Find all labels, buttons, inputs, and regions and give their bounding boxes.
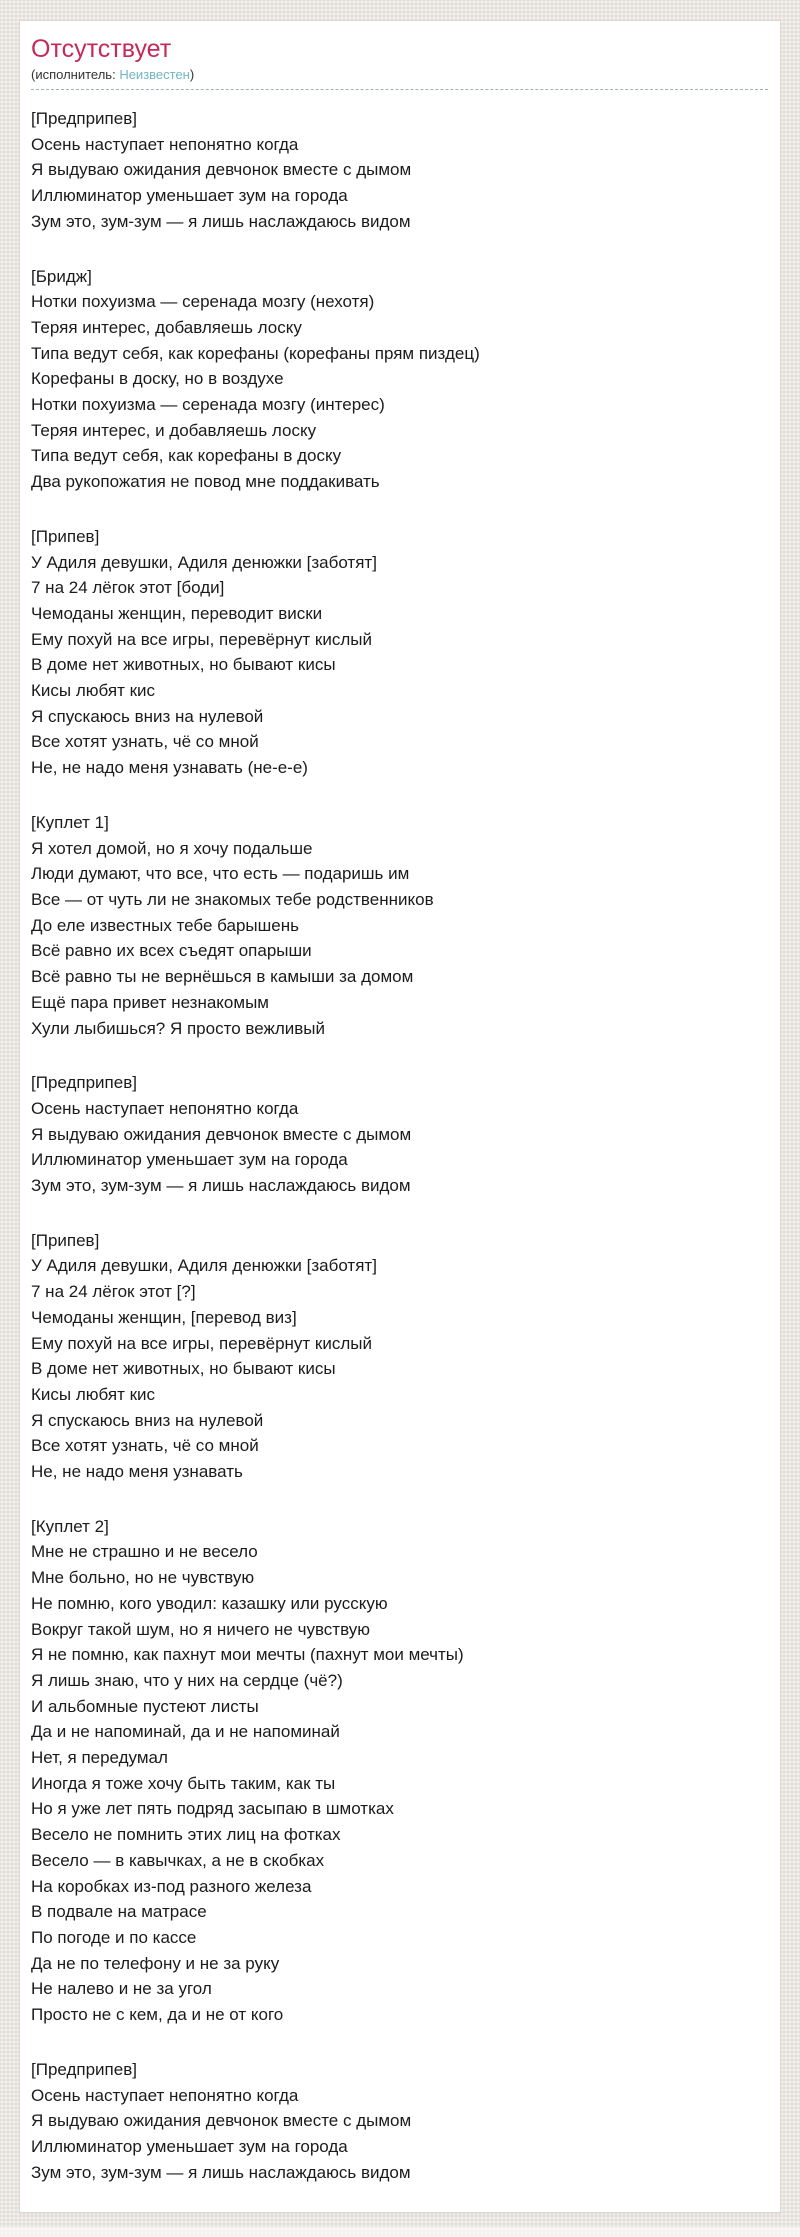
lyrics-line: Я не помню, как пахнут мои мечты (пахнут мои мечты) — [31, 1645, 464, 1665]
lyrics-line: У Адиля девушки, Адиля денюжки [заботят] — [31, 1256, 377, 1276]
lyrics-line: Все хотят узнать, чё со мной — [31, 732, 259, 752]
lyrics-line: Типа ведут себя, как корефаны в доску — [31, 446, 342, 466]
lyrics-line: Иногда я тоже хочу быть таким, как ты — [31, 1773, 336, 1793]
lyrics-line: Весело не помнить этих лиц на фотках — [31, 1825, 341, 1845]
lyrics-line: Да и не напоминай, да и не напоминай — [31, 1722, 340, 1742]
lyrics-line: Ещё пара привет незнакомым — [31, 992, 269, 1012]
lyrics-line: До еле известных тебе барышень — [31, 915, 299, 935]
lyrics — [31, 106, 780, 2185]
lyrics-line: Да не по телефону и не за руку — [31, 1953, 280, 1973]
lyrics-line: Все — от чуть ли не знакомых тебе родственников — [31, 889, 434, 909]
lyrics-line: Нотки похуизма — серенада мозгу (нехотя) — [31, 292, 375, 312]
stanza — [31, 1070, 780, 1199]
lyrics-line: Всё равно их всех съедят опарыши — [31, 941, 312, 961]
stanza — [31, 1514, 780, 2028]
stanza — [31, 2057, 780, 2186]
lyrics-line: Осень наступает непонятно когда — [31, 134, 299, 154]
artist-link[interactable]: Неизвестен — [119, 67, 190, 82]
lyrics-line: Иллюминатор уменьшает зум на города — [31, 186, 348, 206]
lyrics-line: Осень наступает непонятно когда — [31, 1098, 299, 1118]
lyrics-line: Я выдуваю ожидания девчонок вместе с дымом — [31, 160, 412, 180]
lyrics-line: Я выдуваю ожидания девчонок вместе с дымом — [31, 1124, 412, 1144]
lyrics-line: Иллюминатор уменьшает зум на города — [31, 1150, 348, 1170]
lyrics-line: В доме нет животных, но бывают кисы — [31, 655, 336, 675]
lyrics-line: Не помню, кого уводил: казашку или русскую — [31, 1593, 388, 1613]
lyrics-line: Зум это, зум-зум — я лишь наслаждаюсь видом — [31, 1176, 411, 1196]
lyrics-line: Все хотят узнать, чё со мной — [31, 1436, 259, 1456]
lyrics-line: Не, не надо меня узнавать (не-е-е) — [31, 758, 308, 778]
lyrics-line: Ему похуй на все игры, перевёрнут кислый — [31, 629, 373, 649]
lyrics-line: Всё равно ты не вернёшься в камыши за домом — [31, 967, 414, 987]
lyrics-line: Просто не с кем, да и не от кого — [31, 2005, 284, 2025]
lyrics-line: И альбомные пустеют листы — [31, 1696, 259, 1716]
header-divider — [31, 89, 768, 90]
lyrics-line: Осень наступает непонятно когда — [31, 2085, 299, 2105]
lyrics-line: Теряя интерес, и добавляешь лоску — [31, 420, 317, 440]
lyrics-line: 7 на 24 лёгок этот [?] — [31, 1282, 196, 1302]
artist-suffix-label: ) — [189, 67, 195, 82]
lyrics-line: Я хотел домой, но я хочу подальше — [31, 838, 313, 858]
artist-prefix-label: (исполнитель: — [31, 67, 116, 82]
stanza — [31, 810, 780, 1041]
lyrics-line: Не налево и не за угол — [31, 1979, 212, 1999]
lyrics-line: Не, не надо меня узнавать — [31, 1462, 243, 1482]
stanza-label: [Предприпев] — [31, 109, 137, 128]
lyrics-line: Кисы любят кис — [31, 1384, 156, 1404]
lyrics-line: Теряя интерес, добавляешь лоску — [31, 317, 302, 337]
lyrics-line: Я выдуваю ожидания девчонок вместе с дымом — [31, 2111, 412, 2131]
stanza-label: [Бридж] — [31, 266, 92, 286]
stanza-label: [Куплет 1] — [31, 812, 109, 832]
lyrics-line: Зум это, зум-зум — я лишь наслаждаюсь видом — [31, 211, 411, 231]
lyrics-line: Люди думают, что все, что есть — подаришь им — [31, 864, 410, 884]
lyrics-line: 7 на 24 лёгок этот [боди] — [31, 578, 225, 598]
lyrics-line: Корефаны в доску, но в воздухе — [31, 369, 284, 389]
stanza — [31, 1228, 780, 1485]
page-title: Отсутствует — [31, 35, 172, 63]
lyrics-line: Типа ведут себя, как корефаны (корефаны прям пиздец) — [31, 343, 480, 363]
stanza-label: [Куплет 2] — [31, 1516, 109, 1536]
lyrics-line: В доме нет животных, но бывают кисы — [31, 1359, 336, 1379]
lyrics-line: Ему похуй на все игры, перевёрнут кислый — [31, 1333, 373, 1353]
lyrics-line: Мне не страшно и не весело — [31, 1542, 258, 1562]
stanza — [31, 106, 780, 235]
lyrics-line: На коробках из-под разного железа — [31, 1876, 312, 1896]
lyrics-line: По погоде и по кассе — [31, 1928, 197, 1947]
lyrics-line: Чемоданы женщин, переводит виски — [31, 603, 323, 623]
stanza — [31, 524, 780, 781]
stanza-label: [Припев] — [31, 526, 100, 546]
lyrics-line: Весело — в кавычках, а не в скобках — [31, 1850, 325, 1870]
stanza-label: [Припев] — [31, 1230, 100, 1250]
lyrics-line: Вокруг такой шум, но я ничего не чувствую — [31, 1619, 371, 1639]
stanza-label: [Предприпев] — [31, 2059, 137, 2079]
lyrics-line: Нет, я передумал — [31, 1748, 168, 1768]
lyrics-line: В подвале на матрасе — [31, 1902, 207, 1922]
lyrics-line: Нотки похуизма — серенада мозгу (интерес) — [31, 395, 385, 415]
footer-strip — [0, 2226, 800, 2237]
stanza — [31, 264, 780, 495]
lyrics-card — [19, 20, 781, 2213]
lyrics-line: Хули лыбишься? Я просто вежливый — [31, 1018, 326, 1038]
lyrics-line: Я спускаюсь вниз на нулевой — [31, 1410, 264, 1430]
lyrics-line: У Адиля девушки, Адиля денюжки [заботят] — [31, 552, 377, 572]
lyrics-line: Иллюминатор уменьшает зум на города — [31, 2136, 348, 2156]
lyrics-line: Зум это, зум-зум — я лишь наслаждаюсь видом — [31, 2162, 411, 2182]
lyrics-line: Два рукопожатия не повод мне поддакивать — [31, 472, 380, 492]
lyrics-line: Мне больно, но не чувствую — [31, 1568, 255, 1588]
lyrics-line: Я спускаюсь вниз на нулевой — [31, 706, 264, 726]
lyrics-line: Чемоданы женщин, [перевод виз] — [31, 1307, 297, 1327]
lyrics-line: Я лишь знаю, что у них на сердце (чё?) — [31, 1670, 343, 1690]
artist-row — [31, 66, 780, 83]
stanza-label: [Предприпев] — [31, 1073, 137, 1093]
lyrics-line: Но я уже лет пять подряд засыпаю в шмотках — [31, 1799, 394, 1819]
lyrics-line: Кисы любят кис — [31, 681, 156, 701]
